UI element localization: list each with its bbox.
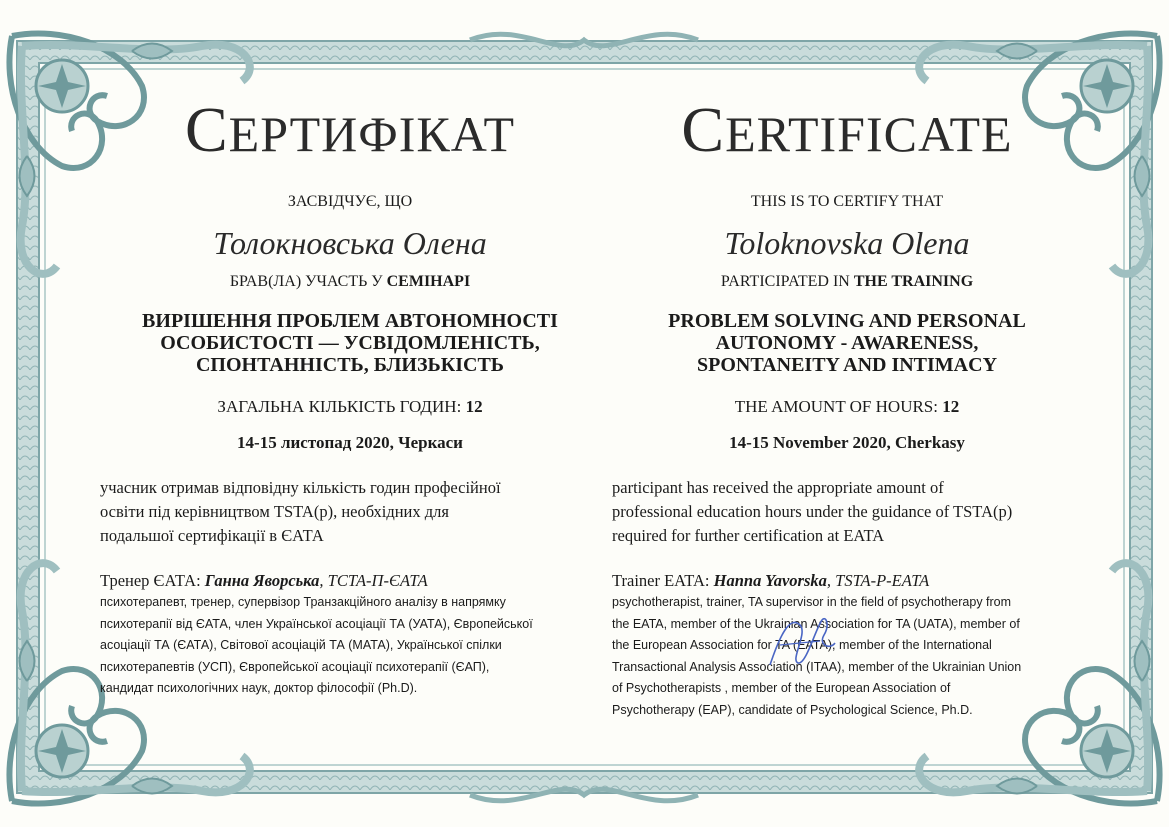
recipient-name-ua: Толокновська Олена [213,225,487,261]
trainer-line-ua: Тренер ЄАТА: Ганна Яворська, ТСТА-П-ЄАТА [100,571,428,590]
trainer-line-en: Trainer EATA: Hanna Yavorska, TSTA-P-EATA [612,571,930,590]
hours-ua: ЗАГАЛЬНА КІЛЬКІСТЬ ГОДИН: 12 [217,397,483,416]
training-topic-ua: ВИРІШЕННЯ ПРОБЛЕМ АВТОНОМНОСТІ ОСОБИСТОСТІ — УСВІДОМЛЕНІСТЬ, СПОНТАННІСТЬ, БЛИЗЬКІСТЬ [142,310,558,376]
certify-text-en: THIS IS TO CERTIFY THAT [750,193,944,210]
recipient-name-en: Toloknovska Olena [724,225,970,261]
date-place-en: 14-15 November 2020, Cherkasy [729,433,965,452]
date-place-ua: 14-15 листопад 2020, Черкаси [237,433,463,452]
certificate-title-ua: СЕРТИФІКАТ [184,94,516,165]
trainer-description-en: psychotherapist, trainer, TA supervisor in the field of psychotherapy from the EATA, member of the Ukrainian Association for TA (UATA), member of the European Association for TA (EATA), member of the International Transactional Analysis Association (ITAA), member of the Ukrainian Union of Psychotherapists , member of the European Association of Psychotherapy (EAP), candidate of Psychological Science, Ph.D. [612,595,1022,717]
training-topic-en: PROBLEM SOLVING AND PERSONAL AUTONOMY - AWARENESS, SPONTANEITY AND INTIMACY [668,310,1026,376]
participated-text-ua: БРАВ(ЛА) УЧАСТЬ У СЕМІНАРІ [229,273,471,290]
certify-text-ua: ЗАСВІДЧУЄ, ЩО [287,193,413,210]
ukrainian-section [100,94,600,700]
english-section [612,94,1082,721]
hours-en: THE AMOUNT OF HOURS: 12 [734,397,960,416]
participant-statement-en: participant has received the appropriate amount of professional education hours under the guidance of TSTA(p) required for further certification at EATA [612,478,1013,545]
signature-icon [760,605,840,675]
participated-text-en: PARTICIPATED IN THE TRAINING [720,273,974,290]
trainer-description-ua: психотерапевт, тренер, супервізор Транзакційного аналізу в напрямку психотерапії від ЄАТА, член Української асоціації ТА (УАТА), Європейської асоціації ТА (ЄАТА), Світової асоціацій ТА (МАТА), Української спілки психотерапевтів (УСП), Європейської асоціації психотерапії (ЄАП), кандидат психологічних наук, доктор філософії (Ph.D). [100,595,533,695]
participant-statement-ua: учасник отримав відповідну кількість годин професійної освіти під керівництвом TSTA(p), необхідних для подальшої сертифікації в ЄАТА [100,478,501,545]
certificate-title-en: CERTIFICATE [681,94,1013,165]
